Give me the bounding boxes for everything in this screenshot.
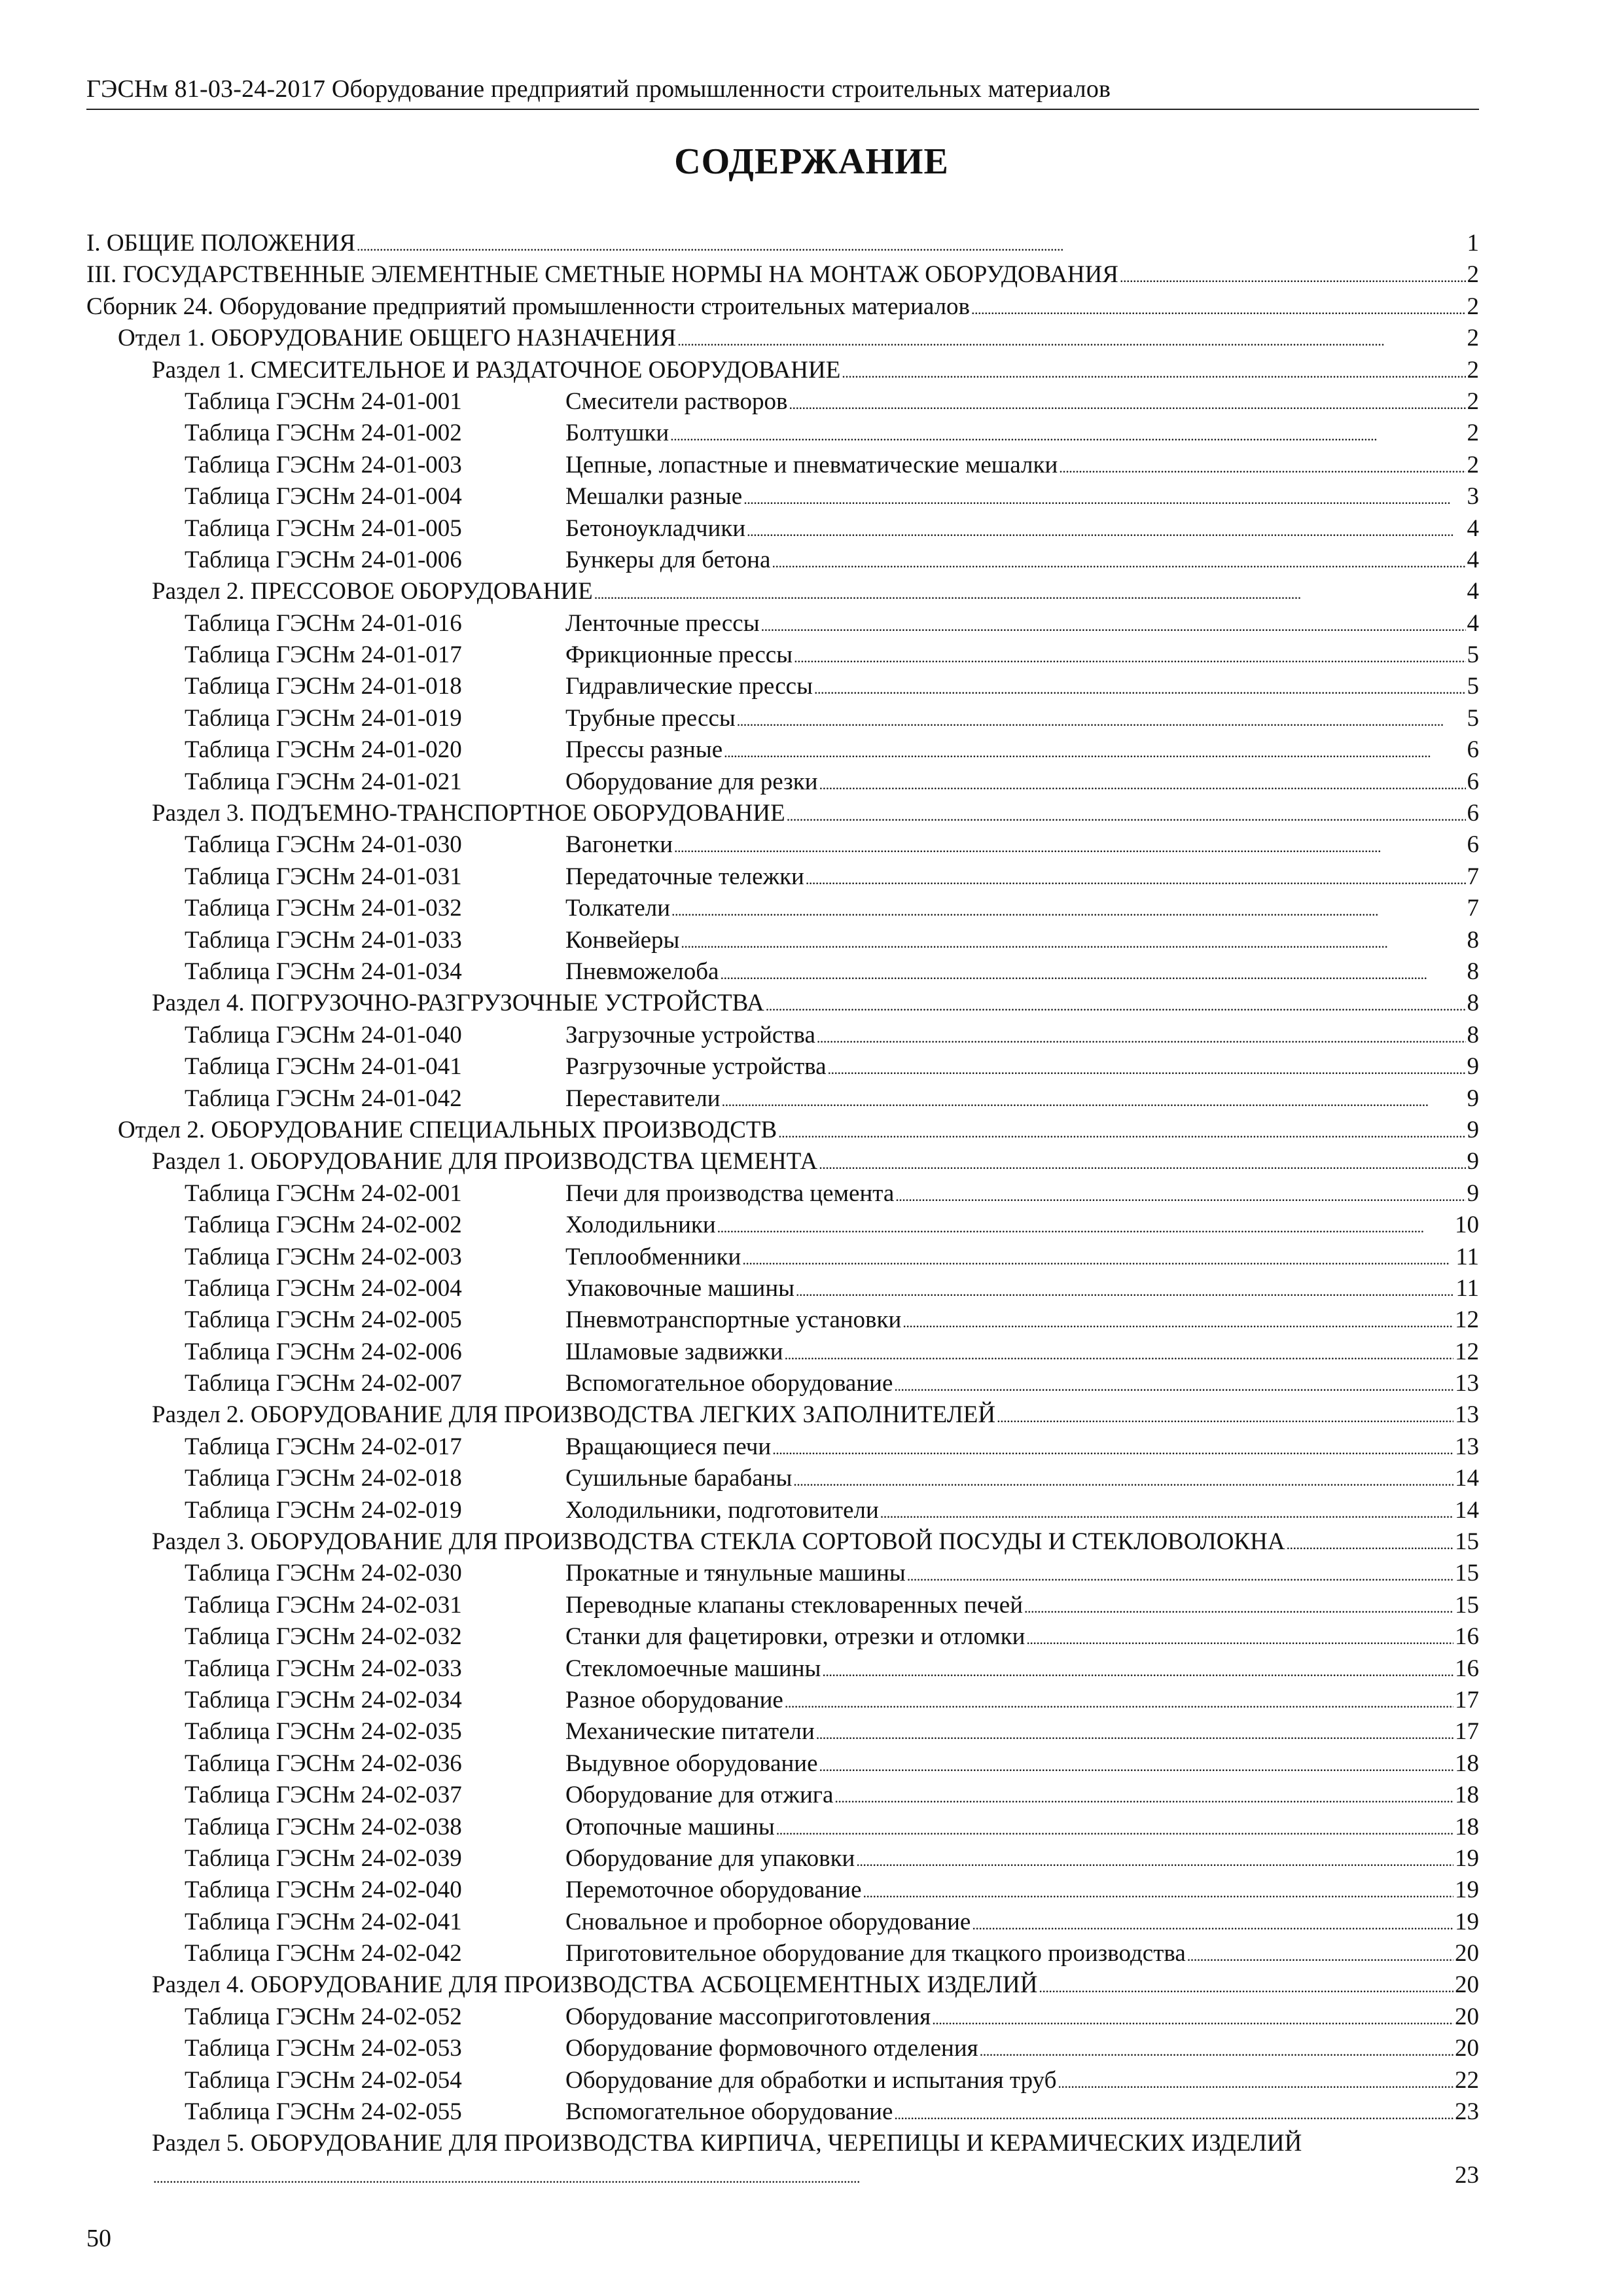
toc-entry-title: Раздел 2. ОБОРУДОВАНИЕ ДЛЯ ПРОИЗВОДСТВА ЛЕГКИХ ЗАПОЛНИТЕЛЕЙ [152,1401,996,1429]
dot-leader [814,672,1466,700]
toc-entry-title: Раздел 5. ОБОРУДОВАНИЕ ДЛЯ ПРОИЗВОДСТВА КИРПИЧА, ЧЕРЕПИЦЫ И КЕРАМИЧЕСКИХ ИЗДЕЛИЙ [152,2130,1302,2157]
toc-page-number: 8 [1467,926,1479,954]
dot-leader [880,1496,1454,1524]
toc-page-number: 8 [1467,990,1479,1017]
toc-entry[interactable] [86,514,1479,546]
dot-leader [806,863,1466,891]
toc-entry-title: Оборудование формовочного отделения [565,2035,978,2062]
dot-leader [671,894,1465,922]
toc-entry[interactable] [86,1876,1479,1907]
toc-table-code: Таблица ГЭСНм 24-01-020 [185,736,462,764]
toc-page-number: 16 [1455,1623,1479,1651]
toc-page-number: 17 [1455,1718,1479,1746]
dot-leader [819,768,1466,796]
dot-leader [971,293,1465,321]
toc-page-number: 2 [1467,293,1479,320]
dot-leader [674,831,1465,859]
toc-page-number: 5 [1467,704,1479,732]
toc-entry[interactable] [86,1496,1479,1528]
dot-leader [677,324,1465,352]
toc-entry[interactable] [86,1686,1479,1717]
toc-entry-title: Холодильники [565,1211,716,1239]
dot-leader [822,1655,1454,1683]
toc-entry[interactable] [86,926,1479,958]
toc-entry[interactable] [86,1559,1479,1590]
toc-entry-title: Конвейеры [565,926,680,954]
toc-table-code: Таблица ГЭСНм 24-01-042 [185,1085,462,1112]
toc-entry-title: Гидравлические прессы [565,673,813,700]
toc-entry-title: Смесители растворов [565,387,788,415]
toc-entry[interactable] [86,1908,1479,1939]
toc-page-number: 3 [1467,483,1479,511]
toc-entry-title: Раздел 3. ОБОРУДОВАНИЕ ДЛЯ ПРОИЗВОДСТВА СТЕКЛА СОРТОВОЙ ПОСУДЫ И СТЕКЛОВОЛОКНА [152,1528,1285,1556]
toc-entry-title: Раздел 4. ОБОРУДОВАНИЕ ДЛЯ ПРОИЗВОДСТВА АСБОЦЕМЕНТНЫХ ИЗДЕЛИЙ [152,1971,1038,1999]
toc-table-code: Таблица ГЭСНм 24-01-031 [185,863,462,890]
toc-entry-title: Вращающиеся печи [565,1433,772,1460]
toc-table-code: Таблица ГЭСНм 24-02-003 [185,1243,462,1270]
toc-entry[interactable] [86,768,1479,799]
toc-entry-title: Оборудование для упаковки [565,1844,855,1872]
dot-leader [789,387,1465,416]
dot-leader [1187,1939,1454,1967]
dot-leader [787,799,1466,827]
toc-entry[interactable] [86,293,1479,324]
toc-entry-title: Пневможелоба [565,958,719,985]
toc-page-number: 13 [1455,1401,1479,1429]
toc-entry[interactable] [86,1243,1479,1274]
toc-entry[interactable] [86,863,1479,894]
toc-page-number: 8 [1467,1021,1479,1049]
running-header: ГЭСНм 81-03-24-2017 Оборудование предприятий промышленности строительных материалов [86,73,1479,110]
toc-entry[interactable] [86,1464,1479,1496]
toc-page-number: 20 [1455,2003,1479,2030]
toc-entry-title: Переводные клапаны стекловаренных печей [565,1591,1024,1619]
toc-entry-title: Загрузочные устройства [565,1021,815,1049]
toc-entry[interactable] [86,577,1479,609]
toc-table-code: Таблица ГЭСНм 24-02-040 [185,1876,462,1904]
toc-table-code: Таблица ГЭСНм 24-01-040 [185,1021,462,1049]
toc-page-number: 19 [1455,1844,1479,1872]
toc-entry[interactable] [86,1623,1479,1654]
toc-entry[interactable] [86,1844,1479,1876]
toc-entry-title: Сборник 24. Оборудование предприятий промышленности строительных материалов [86,293,971,320]
dot-leader [895,1179,1465,1208]
toc-page-number: 16 [1455,1655,1479,1682]
toc-table-code: Таблица ГЭСНм 24-02-036 [185,1749,462,1777]
toc-table-code: Таблица ГЭСНм 24-01-003 [185,451,462,478]
toc-page-number: 6 [1467,800,1479,827]
toc-entry-title: Болтушки [565,420,669,447]
toc-table-code: Таблица ГЭСНм 24-01-019 [185,704,462,732]
toc-page-number: 2 [1467,261,1479,289]
toc-entry-title: Раздел 1. ОБОРУДОВАНИЕ ДЛЯ ПРОИЗВОДСТВА ЦЕМЕНТА [152,1148,818,1175]
toc-page-number: 2 [1467,325,1479,352]
dot-leader [761,609,1466,637]
toc-entry-title: Отопочные машины [565,1813,775,1840]
toc-entry[interactable] [86,609,1479,641]
toc-entry-title: I. ОБЩИЕ ПОЛОЖЕНИЯ [86,230,356,257]
toc-entry-title: Раздел 2. ПРЕССОВОЕ ОБОРУДОВАНИЕ [152,578,593,605]
toc-page-number: 9 [1467,1116,1479,1143]
toc-entry[interactable] [86,1813,1479,1844]
toc-table-code: Таблица ГЭСНм 24-02-042 [185,1940,462,1967]
toc-table-code: Таблица ГЭСНм 24-02-035 [185,1718,462,1746]
dot-leader [894,1369,1454,1397]
toc-page-number: 2 [1467,451,1479,478]
dot-leader [796,1274,1454,1302]
dot-leader [743,482,1465,511]
dot-leader [1039,1971,1454,1999]
toc-page-number: 18 [1455,1782,1479,1809]
toc-page-number: 4 [1467,514,1479,542]
toc-table-code: Таблица ГЭСНм 24-01-032 [185,895,462,922]
dot-leader [863,1876,1454,1904]
toc-entry-title: Отдел 1. ОБОРУДОВАНИЕ ОБЩЕГО НАЗНАЧЕНИЯ [118,325,677,352]
dot-leader [1058,2066,1454,2094]
toc-page-number: 23 [1455,2161,1479,2189]
toc-entry-title: Вспомогательное оборудование [565,1370,893,1397]
toc-page-number: 20 [1455,2035,1479,2062]
toc-entry[interactable] [86,229,1479,260]
toc-table-code: Таблица ГЭСНм 24-02-054 [185,2066,462,2094]
toc-page-number: 9 [1467,1179,1479,1207]
dot-leader [816,1717,1454,1746]
toc-entry-title: Передаточные тележки [565,863,804,890]
toc-entry[interactable] [86,736,1479,767]
toc-entry[interactable] [86,1655,1479,1686]
dot-leader [772,1433,1454,1461]
dot-leader [819,1147,1465,1175]
toc-page-number: 9 [1467,1053,1479,1081]
dot-leader [670,419,1465,447]
toc-entry-title: Упаковочные машины [565,1274,795,1302]
toc-entry[interactable] [86,704,1479,736]
toc-table-code: Таблица ГЭСНм 24-02-052 [185,2003,462,2030]
toc-entry-continuation[interactable] [86,2161,1479,2193]
toc-table-code: Таблица ГЭСНм 24-01-016 [185,609,462,637]
toc-entry[interactable] [86,1528,1479,1559]
toc-entry-title: Оборудование массоприготовления [565,2003,931,2030]
toc-entry[interactable] [86,1749,1479,1781]
toc-entry[interactable] [86,831,1479,862]
page-number: 50 [86,2225,111,2252]
toc-table-code: Таблица ГЭСНм 24-01-041 [185,1053,462,1081]
dot-leader [902,1306,1454,1334]
page-title: СОДЕРЖАНИЕ [674,141,949,182]
toc-entry-title: Перемоточное оборудование [565,1876,862,1904]
toc-page-number: 23 [1455,2098,1479,2126]
toc-entry-title: Прессы разные [565,736,723,764]
dot-leader [722,1085,1466,1113]
toc-entry-title: Сушильные барабаны [565,1465,793,1492]
dot-leader [785,1686,1454,1714]
toc-entry[interactable] [86,1781,1479,1812]
toc-entry-title: Теплообменники [565,1243,741,1270]
toc-entry-title: Мешалки разные [565,483,743,511]
toc-entry-title: Пневмотранспортные установки [565,1306,902,1334]
toc-entry[interactable] [86,1939,1479,1971]
toc-table-code: Таблица ГЭСНм 24-01-030 [185,831,462,859]
toc-page-number: 5 [1467,673,1479,700]
toc-page-number: 19 [1455,1876,1479,1904]
toc-table-code: Таблица ГЭСНм 24-01-006 [185,546,462,573]
toc-entry[interactable] [86,799,1479,831]
toc-page-number: 8 [1467,958,1479,985]
toc-page-number: 11 [1455,1243,1479,1270]
toc-page-number: 12 [1455,1306,1479,1334]
dot-leader [681,926,1465,954]
toc-entry[interactable] [86,1971,1479,2002]
toc-table-code: Таблица ГЭСНм 24-02-034 [185,1686,462,1713]
dot-leader [828,1052,1466,1081]
toc-entry[interactable] [86,356,1479,387]
toc-table-code: Таблица ГЭСНм 24-02-006 [185,1338,462,1365]
toc-page-number: 20 [1455,1971,1479,1999]
toc-entry-title: Бетоноукладчики [565,514,746,542]
toc-table-code: Таблица ГЭСНм 24-02-032 [185,1623,462,1651]
toc-table-code: Таблица ГЭСНм 24-02-037 [185,1782,462,1809]
toc-table-code: Таблица ГЭСНм 24-02-017 [185,1433,462,1460]
toc-entry-title: Переставители [565,1085,721,1112]
dot-leader [776,1813,1454,1841]
toc-page-number: 14 [1455,1465,1479,1492]
toc-table-code: Таблица ГЭСНм 24-02-038 [185,1813,462,1840]
dot-leader [842,356,1465,384]
toc-page-number: 13 [1455,1433,1479,1460]
toc-page-number: 13 [1455,1370,1479,1397]
dot-leader [997,1401,1454,1429]
toc-page-number: 11 [1455,1274,1479,1302]
toc-entry-title: Шламовые задвижки [565,1338,783,1365]
toc-page-number: 20 [1455,1940,1479,1967]
toc-entry[interactable] [86,451,1479,482]
toc-table-code: Таблица ГЭСНм 24-01-033 [185,926,462,954]
dot-leader [932,2003,1454,2031]
toc-entry[interactable] [86,1274,1479,1306]
dot-leader [766,989,1466,1017]
toc-page-number: 4 [1467,546,1479,573]
toc-page-number: 1 [1467,230,1479,257]
dot-leader [717,1211,1454,1239]
toc-table-code: Таблица ГЭСНм 24-02-002 [185,1211,462,1239]
toc-entry[interactable] [86,641,1479,672]
toc-entry-title: Раздел 1. СМЕСИТЕЛЬНОЕ И РАЗДАТОЧНОЕ ОБОРУДОВАНИЕ [152,356,841,384]
toc-entry[interactable] [86,1306,1479,1337]
toc-entry[interactable] [86,2129,1479,2161]
dot-leader [1059,451,1465,479]
toc-table-code: Таблица ГЭСНм 24-02-001 [185,1179,462,1207]
toc-page-number: 2 [1467,420,1479,447]
toc-page-number: 15 [1455,1591,1479,1619]
toc-page-number: 4 [1467,609,1479,637]
toc-page-number: 9 [1467,1085,1479,1112]
toc-page-number: 7 [1467,895,1479,922]
dot-leader [793,1464,1454,1492]
dot-leader [834,1781,1454,1809]
toc-page-number: 15 [1455,1528,1479,1556]
toc-table-code: Таблица ГЭСНм 24-01-018 [185,673,462,700]
toc-page-number: 6 [1467,736,1479,764]
dot-leader [772,546,1465,574]
toc-entry-title: Выдувное оборудование [565,1749,818,1777]
toc-entry-title: Оборудование для отжига [565,1782,834,1809]
dot-leader [724,736,1465,764]
toc-entry-title: Отдел 2. ОБОРУДОВАНИЕ СПЕЦИАЛЬНЫХ ПРОИЗВОДСТВ [118,1116,777,1143]
toc-table-code: Таблица ГЭСНм 24-01-034 [185,958,462,985]
dot-leader [972,1908,1454,1936]
dot-leader [594,577,1466,605]
toc-entry[interactable] [86,989,1479,1020]
dot-leader [1287,1528,1454,1556]
toc-page-number: 12 [1455,1338,1479,1365]
toc-table-code: Таблица ГЭСНм 24-01-002 [185,420,462,447]
toc-entry[interactable] [86,387,1479,419]
table-of-contents [86,229,1479,2193]
toc-page-number: 2 [1467,356,1479,384]
dot-leader [742,1243,1454,1271]
dot-leader [894,2098,1454,2126]
dot-leader [1024,1591,1454,1619]
toc-entry[interactable] [86,1717,1479,1749]
toc-entry-title: Фрикционные прессы [565,641,793,669]
toc-table-code: Таблица ГЭСНм 24-01-001 [185,387,462,415]
toc-entry-title: Разгрузочные устройства [565,1053,827,1081]
toc-entry-title: Печи для производства цемента [565,1179,895,1207]
toc-entry-title: Толкатели [565,895,671,922]
toc-table-code: Таблица ГЭСНм 24-02-053 [185,2035,462,2062]
dot-leader [357,229,1465,257]
toc-entry-title: Станки для фацетировки, отрезки и отломки [565,1623,1026,1651]
dot-leader [794,641,1465,669]
toc-table-code: Таблица ГЭСНм 24-02-031 [185,1591,462,1619]
toc-entry-title: Раздел 3. ПОДЪЕМНО-ТРАНСПОРТНОЕ ОБОРУДОВАНИЕ [152,800,785,827]
toc-table-code: Таблица ГЭСНм 24-02-004 [185,1274,462,1302]
dot-leader [785,1338,1454,1366]
dot-leader [747,514,1465,543]
toc-entry[interactable] [86,1085,1479,1116]
toc-entry[interactable] [86,482,1479,514]
toc-entry[interactable] [86,1147,1479,1179]
dot-leader [153,2161,1454,2189]
toc-entry-title: Раздел 4. ПОГРУЗОЧНО-РАЗГРУЗОЧНЫЕ УСТРОЙСТВА [152,990,764,1017]
toc-page-number: 18 [1455,1813,1479,1840]
dot-leader [1026,1623,1454,1651]
toc-entry[interactable] [86,2034,1479,2066]
dot-leader [720,958,1465,986]
toc-entry-title: Прокатные и тянульные машины [565,1560,906,1587]
toc-entry[interactable] [86,894,1479,925]
toc-entry[interactable] [86,1116,1479,1147]
toc-entry-title: Ленточные прессы [565,609,760,637]
toc-entry-title: Трубные прессы [565,704,736,732]
toc-table-code: Таблица ГЭСНм 24-01-005 [185,514,462,542]
toc-page-number: 19 [1455,1908,1479,1935]
toc-entry[interactable] [86,1052,1479,1084]
toc-table-code: Таблица ГЭСНм 24-02-005 [185,1306,462,1334]
dot-leader [817,1021,1466,1049]
toc-entry-title: Разное оборудование [565,1686,783,1713]
toc-table-code: Таблица ГЭСНм 24-01-021 [185,768,462,795]
toc-entry[interactable] [86,2003,1479,2034]
toc-page-number: 9 [1467,1148,1479,1175]
toc-entry-title: Оборудование для резки [565,768,818,795]
toc-entry[interactable] [86,1591,1479,1623]
dot-leader [980,2034,1454,2062]
toc-entry-title: Бункеры для бетона [565,546,771,573]
toc-entry[interactable] [86,2098,1479,2129]
dot-leader [737,704,1466,732]
toc-page-number: 6 [1467,768,1479,795]
toc-entry-title: Вспомогательное оборудование [565,2098,893,2126]
toc-entry[interactable] [86,958,1479,989]
toc-page-number: 10 [1455,1211,1479,1239]
toc-table-code: Таблица ГЭСНм 24-01-017 [185,641,462,669]
toc-entry[interactable] [86,1338,1479,1369]
toc-entry[interactable] [86,1179,1479,1211]
toc-table-code: Таблица ГЭСНм 24-01-004 [185,483,462,511]
toc-page-number: 18 [1455,1749,1479,1777]
toc-entry-title: Механические питатели [565,1718,815,1746]
toc-entry[interactable] [86,1401,1479,1432]
dot-leader [819,1749,1454,1778]
toc-table-code: Таблица ГЭСНм 24-02-055 [185,2098,462,2126]
toc-table-code: Таблица ГЭСНм 24-02-018 [185,1465,462,1492]
toc-page-number: 5 [1467,641,1479,669]
toc-entry[interactable] [86,1433,1479,1464]
toc-entry-title: Приготовительное оборудование для ткацкого производства [565,1940,1186,1967]
toc-table-code: Таблица ГЭСНм 24-02-030 [185,1560,462,1587]
dot-leader [856,1844,1454,1873]
toc-page-number: 22 [1455,2066,1479,2094]
toc-entry[interactable] [86,2066,1479,2098]
dot-leader [778,1116,1465,1144]
toc-entry[interactable] [86,324,1479,355]
toc-entry[interactable] [86,419,1479,450]
toc-page-number: 14 [1455,1496,1479,1524]
toc-entry[interactable] [86,546,1479,577]
toc-entry-title: Сновальное и проборное оборудование [565,1908,971,1935]
toc-page-number: 2 [1467,387,1479,415]
toc-entry-title: Цепные, лопастные и пневматические мешалки [565,451,1058,478]
dot-leader [907,1559,1454,1587]
toc-entry-title: Вагонетки [565,831,673,859]
toc-page-number: 7 [1467,863,1479,890]
toc-table-code: Таблица ГЭСНм 24-02-041 [185,1908,462,1935]
toc-entry[interactable] [86,1021,1479,1052]
toc-page-number: 4 [1467,578,1479,605]
toc-table-code: Таблица ГЭСНм 24-02-033 [185,1655,462,1682]
toc-table-code: Таблица ГЭСНм 24-02-039 [185,1844,462,1872]
toc-entry[interactable] [86,1211,1479,1242]
toc-table-code: Таблица ГЭСНм 24-02-019 [185,1496,462,1524]
toc-table-code: Таблица ГЭСНм 24-02-007 [185,1370,462,1397]
toc-entry-title: Стекломоечные машины [565,1655,821,1682]
toc-page-number: 17 [1455,1686,1479,1713]
dot-leader [1120,260,1466,289]
toc-page-number: 15 [1455,1560,1479,1587]
toc-entry[interactable] [86,672,1479,704]
toc-entry-title: Холодильники, подготовители [565,1496,879,1524]
toc-entry[interactable] [86,260,1479,292]
toc-entry-title: III. ГОСУДАРСТВЕННЫЕ ЭЛЕМЕНТНЫЕ СМЕТНЫЕ НОРМЫ НА МОНТАЖ ОБОРУДОВАНИЯ [86,261,1118,289]
toc-entry-title: Оборудование для обработки и испытания труб [565,2066,1057,2094]
toc-entry[interactable] [86,1369,1479,1401]
toc-page-number: 6 [1467,831,1479,859]
